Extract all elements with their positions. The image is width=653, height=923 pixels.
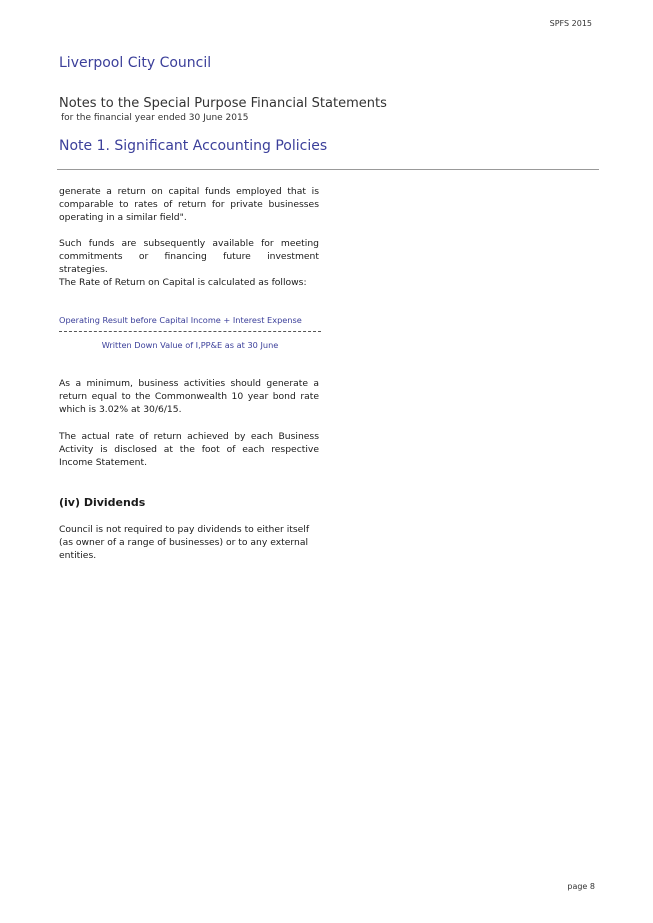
heading-divider xyxy=(57,169,599,170)
paragraph-calculation-intro xyxy=(59,276,319,289)
paragraph-dividends xyxy=(59,523,319,562)
paragraph-text: As a minimum, business activities should generate a return equal to the Commonwealth 10 year bond rate which is 3.02% at 30/6/15. xyxy=(59,378,319,415)
paragraph-text: Such funds are subsequently available for meeting commitments or financing future investment xyxy=(59,238,319,262)
paragraph-minimum-return xyxy=(59,377,319,416)
council-name: Liverpool City Council xyxy=(59,55,212,71)
paragraph-text: generate a return on capital funds employed that is comparable to rates of return for private businesses operating in a similar field". xyxy=(59,186,319,223)
page-number: page 8 xyxy=(567,882,595,891)
document-subtitle: for the financial year ended 30 June 2015 xyxy=(61,113,249,123)
paragraph-return-on-capital xyxy=(59,185,319,224)
paragraph-funds-available xyxy=(59,237,319,276)
note-heading: Note 1. Significant Accounting Policies xyxy=(59,138,328,154)
paragraph-text-last-line: strategies. xyxy=(59,264,108,275)
document-code: SPFS 2015 xyxy=(549,19,592,28)
formula-denominator: Written Down Value of I,PP&E as at 30 June xyxy=(101,340,279,350)
paragraph-text: The Rate of Return on Capital is calculated as follows: xyxy=(59,277,307,288)
paragraph-text: Council is not required to pay dividends to either itself (as owner of a range of businesses) or to any external entities. xyxy=(59,524,310,561)
dividends-heading: (iv) Dividends xyxy=(59,496,146,509)
document-title: Notes to the Special Purpose Financial Statements xyxy=(59,96,387,111)
paragraph-actual-return xyxy=(59,430,319,469)
formula-fraction-line xyxy=(59,331,321,332)
formula-numerator: Operating Result before Capital Income + Interest Expense xyxy=(59,315,302,325)
paragraph-text: The actual rate of return achieved by each Business Activity is disclosed at the foot of each respective Income Statement. xyxy=(59,431,319,468)
